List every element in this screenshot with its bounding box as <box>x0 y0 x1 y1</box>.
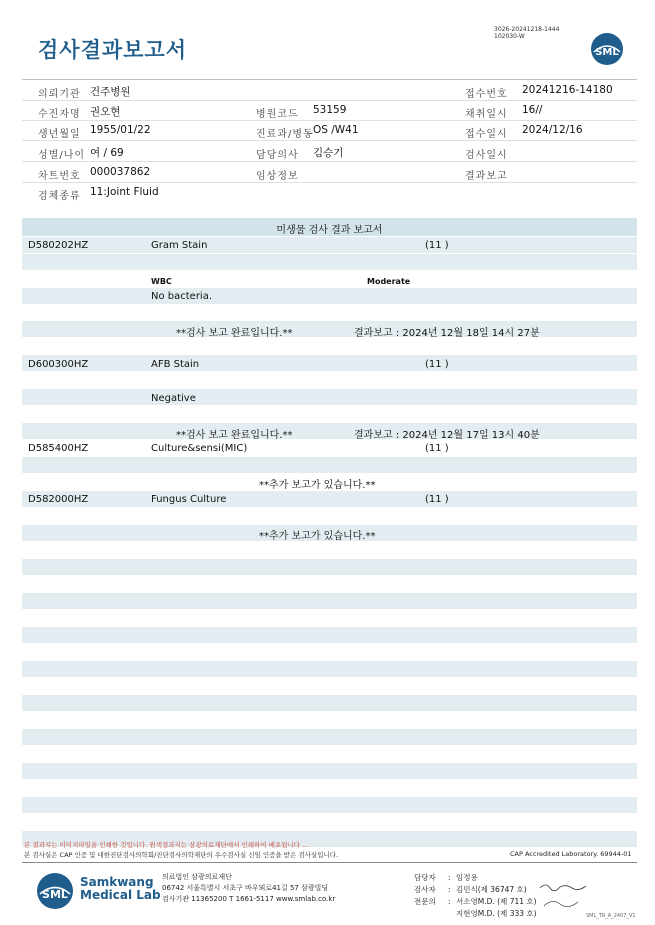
info-value: 2024/12/16 <box>522 124 583 136</box>
staff-role: 담당자 <box>414 873 436 882</box>
staff-separator: : <box>448 885 451 894</box>
test-name: AFB Stain <box>151 359 200 370</box>
wbc-value: Moderate <box>367 277 411 286</box>
test-count: (11 ) <box>425 443 449 454</box>
staff-role: 검사자 <box>414 885 436 894</box>
staff-separator: : <box>448 897 451 906</box>
organization-info <box>162 872 335 905</box>
info-value: 20241216-14180 <box>522 84 613 96</box>
report-stripe <box>22 729 637 745</box>
info-value: OS /W41 <box>313 124 359 136</box>
info-label: 임상정보 <box>256 171 299 182</box>
staff-name: 서소영M.D. (제 711 호) <box>456 897 537 906</box>
result-text: Negative <box>151 393 196 404</box>
test-name: Gram Stain <box>151 240 208 251</box>
info-value: 000037862 <box>90 166 151 178</box>
info-label: 의뢰기관 <box>38 89 81 100</box>
info-value: 16// <box>522 104 543 116</box>
report-stripe <box>22 763 637 779</box>
brand-name <box>80 876 161 902</box>
staff-separator: : <box>448 873 451 882</box>
test-code: D580202HZ <box>28 240 89 251</box>
report-stripe <box>22 254 637 270</box>
info-row-divider <box>22 140 637 141</box>
report-stripe <box>22 559 637 575</box>
report-title: 검사결과보고서 <box>38 38 188 62</box>
report-section-title: 미생물 검사 결과 보고서 <box>276 225 383 236</box>
pending-report-note: **추가 보고가 있습니다.** <box>259 480 376 491</box>
brand-line-2: Medical Lab <box>80 888 161 902</box>
test-count: (11 ) <box>425 240 449 251</box>
info-label: 생년월일 <box>38 129 81 140</box>
info-label: 접수번호 <box>465 89 508 100</box>
result-text: No bacteria. <box>151 291 213 302</box>
form-code: SML_TR_A_2407_V1 <box>586 913 636 919</box>
staff-signatures <box>414 872 537 920</box>
report-stripe <box>22 355 637 371</box>
report-stripe <box>22 627 637 643</box>
report-stripe <box>22 695 637 711</box>
pending-report-note: **추가 보고가 있습니다.** <box>259 531 376 542</box>
sml-footer-logo-text: SML <box>42 888 68 901</box>
info-row-divider <box>22 161 637 162</box>
info-row-divider <box>22 100 637 101</box>
wbc-label: WBC <box>151 277 172 286</box>
info-label: 병원코드 <box>256 109 299 120</box>
info-label: 접수일시 <box>465 129 508 140</box>
result-report-time: 결과보고 : 2024년 12월 18일 14시 27분 <box>354 328 540 339</box>
organization-contact: 검사기관 11365200 T 1661-5117 www.smlab.co.kr <box>162 895 336 903</box>
report-complete-note: **검사 보고 완료입니다.** <box>176 328 293 339</box>
info-value: 권오현 <box>90 106 121 118</box>
report-stripe <box>22 593 637 609</box>
accreditation-notice: 본 검사실은 CAP 인증 및 대한진단검사의학회/진단검사의학재단의 우수검사실 신임 인증을 받은 검사실입니다. <box>24 851 339 859</box>
staff-role: 전문의 <box>414 897 436 906</box>
info-value: 여 / 69 <box>90 147 124 159</box>
document-id-line-2: 102030-W <box>494 33 525 40</box>
sml-footer-logo <box>36 872 74 910</box>
info-label: 채취일시 <box>465 109 508 120</box>
printout-notice: 본 결과지는 이미지파일을 인쇄한 것입니다. 원색결과지는 삼광의료재단에서 인쇄하여 배포됩니다 ... <box>24 841 309 849</box>
staff-name: 김민식(제 36747 호) <box>456 885 527 894</box>
report-stripe <box>22 423 637 439</box>
info-label: 수진자명 <box>38 109 81 120</box>
info-value: 11:Joint Fluid <box>90 186 159 198</box>
report-stripe <box>22 797 637 813</box>
staff-row <box>414 872 537 884</box>
info-label: 결과보고 <box>465 171 508 182</box>
staff-row <box>414 896 537 908</box>
report-complete-note: **검사 보고 완료입니다.** <box>176 430 293 441</box>
cap-accreditation: CAP Accredited Laboratory. 69944-01 <box>510 850 632 858</box>
report-stripe <box>22 288 637 304</box>
brand-line-1: Samkwang <box>80 875 154 889</box>
document-id <box>494 26 559 40</box>
report-stripe <box>22 321 637 337</box>
info-label: 차트번호 <box>38 171 81 182</box>
staff-name: 임정용 <box>456 873 478 882</box>
test-code: D600300HZ <box>28 359 89 370</box>
test-name: Fungus Culture <box>151 494 227 505</box>
organization-address: 06742 서울특별시 서초구 바우뫼로41길 57 삼광빌딩 <box>162 884 329 892</box>
info-row-divider <box>22 182 637 183</box>
handwritten-signature <box>538 880 588 910</box>
info-value: 건주병원 <box>90 86 131 98</box>
staff-name: 지현영M.D. (제 333 호) <box>456 909 537 918</box>
test-code: D582000HZ <box>28 494 89 505</box>
info-label: 담당의사 <box>256 150 299 161</box>
report-section-header <box>22 218 637 236</box>
staff-row <box>414 884 537 896</box>
test-count: (11 ) <box>425 494 449 505</box>
info-value: 53159 <box>313 104 347 116</box>
info-top-border <box>22 79 637 80</box>
staff-row <box>414 908 537 920</box>
report-stripe <box>22 661 637 677</box>
test-code: D585400HZ <box>28 443 89 454</box>
info-value: 김승기 <box>313 147 344 159</box>
info-label: 진료과/병동 <box>256 129 314 140</box>
footer-divider <box>22 862 637 863</box>
info-value: 1955/01/22 <box>90 124 151 136</box>
organization-name: 의료법인 삼광의료재단 <box>162 873 232 881</box>
report-stripe <box>22 237 637 253</box>
sml-logo-text: SML <box>595 47 619 58</box>
document-id-line-1: 3026-20241218-1444 <box>494 26 560 33</box>
info-row-divider <box>22 120 637 121</box>
test-count: (11 ) <box>425 359 449 370</box>
report-stripe <box>22 389 637 405</box>
sml-logo <box>590 32 624 66</box>
result-report-time: 결과보고 : 2024년 12월 17일 13시 40분 <box>354 430 540 441</box>
test-name: Culture&sensi(MIC) <box>151 443 248 454</box>
info-label: 검사일시 <box>465 150 508 161</box>
info-label: 검체종류 <box>38 191 81 202</box>
info-label: 성별/나이 <box>38 150 86 161</box>
report-stripe <box>22 457 637 473</box>
report-stripe <box>22 491 637 507</box>
